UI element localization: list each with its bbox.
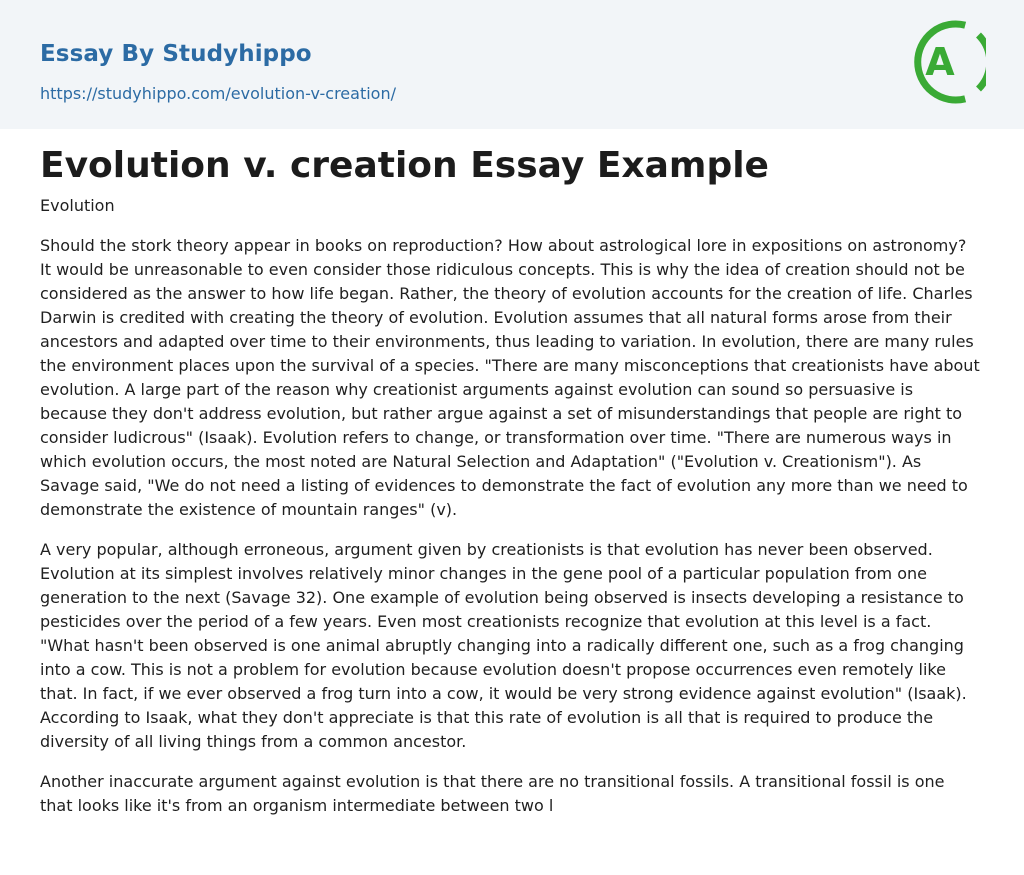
essay-category: Evolution [40, 196, 115, 215]
page-url-link[interactable]: https://studyhippo.com/evolution-v-creation/ [40, 84, 396, 103]
logo-letter: A [925, 40, 955, 84]
essay-paragraph: Should the stork theory appear in books on reproduction? How about astrological lore in expositions on astronomy? It would be unreasonable to even consider those ridiculous concepts. This is why the idea of creation should not be considered as the answer to how life began. Rather, the theory of evolution accounts for the creation of life. Charles Darwin is credited with creating the theory of evolution. Evolution assumes that all natural forms arose from their ancestors and adapted over time to their environments, thus leading to variation. In evolution, there are many rules the environment places upon the survival of a species. "There are many misconceptions that creationists have about evolution. A large part of the reason why creationist arguments against evolution can sound so persuasive is because they don't address evolution, but rather argue against a set of misunderstandings that people are right to consider ludicrous" (Isaak). Evolution refers to change, or transformation over time. "There are numerous ways in which evolution occurs, the most noted are Natural Selection and Adaptation" ("Evolution v. Creationism"). As Savage said, "We do not need a listing of evidences to demonstrate the fact of evolution any more than we need to demonstrate the existence of mountain ranges" (v). [40, 236, 980, 519]
page-title: Evolution v. creation Essay Example [40, 145, 769, 186]
essay-body [40, 234, 988, 834]
site-brand[interactable]: Essay By Studyhippo [40, 41, 312, 67]
essay-paragraph: A very popular, although erroneous, argument given by creationists is that evolution has never been observed. Evolution at its simplest involves relatively minor changes in the gene pool of a particular population from one generation to the next (Savage 32). One example of evolution being observed is insects developing a resistance to pesticides over the period of a few years. Even most creationists recognize that evolution at this level is a fact. "What hasn't been observed is one animal abruptly changing into a radically different one, such as a frog changing into a cow. This is not a problem for evolution because evolution doesn't propose occurrences even remotely like that. In fact, if we ever observed a frog turn into a cow, it would be very strong evidence against evolution" (Isaak). According to Isaak, what they don't appreciate is that this rate of evolution is all that is required to produce the diversity of all living things from a common ancestor. [40, 540, 967, 751]
site-header [0, 0, 1024, 129]
studyhippo-a-logo-icon[interactable] [912, 19, 986, 105]
essay-paragraph: Another inaccurate argument against evolution is that there are no transitional fossils. A transitional fossil is one that looks like it's from an organism intermediate between two l [40, 772, 945, 815]
